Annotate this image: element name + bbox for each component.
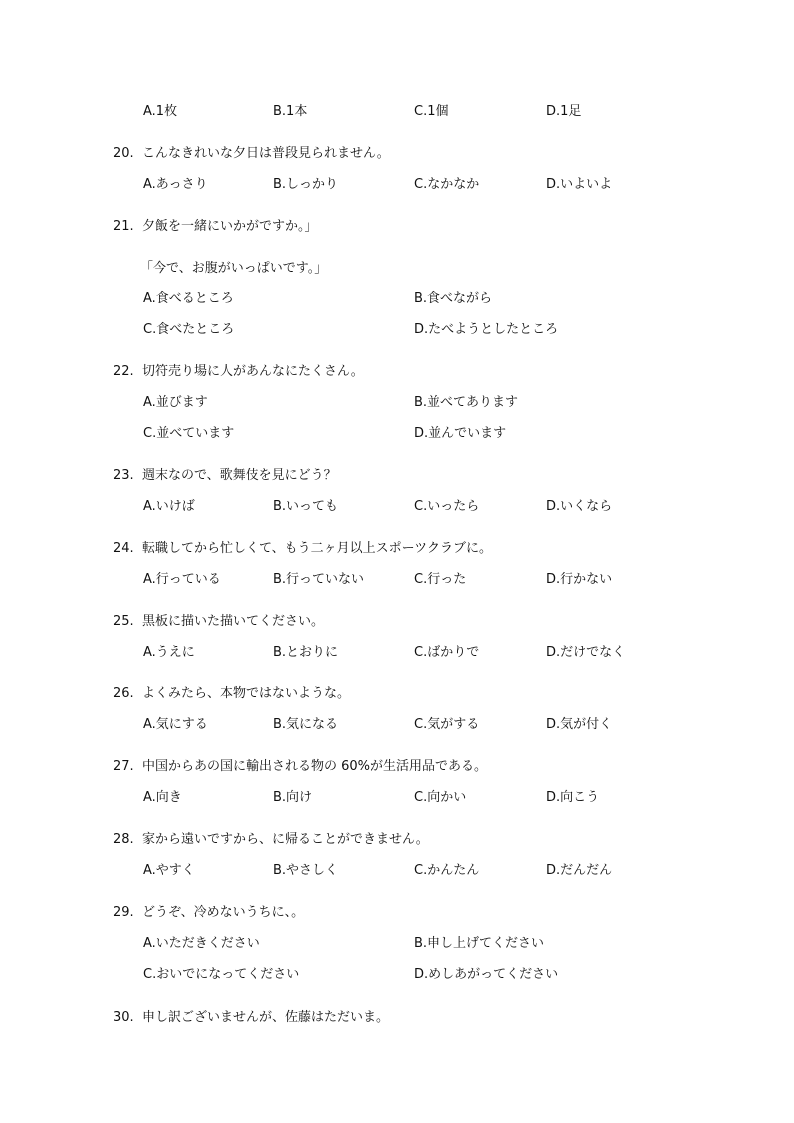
q28-stem: 28. 家から遠いですから、に帰ることができません。 — [113, 832, 429, 847]
q29-option-a: A.いただきください — [143, 936, 260, 951]
q19-option-b: B.1本 — [273, 104, 308, 119]
q27-stem: 27. 中国からあの国に輸出される物の 60%が生活用品である。 — [113, 759, 487, 774]
q27-option-d: D.向こう — [546, 790, 600, 805]
q23-option-d: D.いくなら — [546, 499, 613, 514]
q20-option-c: C.なかなか — [414, 177, 480, 192]
q20-option-b: B.しっかり — [273, 177, 339, 192]
q28-option-c: C.かんたん — [414, 863, 480, 878]
q27-option-b: B.向け — [273, 790, 313, 805]
q23-option-c: C.いったら — [414, 499, 480, 514]
q26-option-d: D.気が付く — [546, 717, 613, 732]
q28-option-b: B.やさしく — [273, 863, 339, 878]
q25-stem: 25. 黒板に描いた描いてください。 — [113, 614, 324, 629]
q29-option-c: C.おいでになってください — [143, 967, 300, 982]
q23-option-a: A.いけば — [143, 499, 195, 514]
q30-stem: 30. 申し訳ございませんが、佐藤はただいま。 — [113, 1010, 389, 1025]
q25-option-c: C.ばかりで — [414, 645, 480, 660]
q26-option-c: C.気がする — [414, 717, 480, 732]
q24-option-d: D.行かない — [546, 572, 613, 587]
q24-stem: 24. 転職してから忙しくて、もう二ヶ月以上スポーツクラブに。 — [113, 541, 493, 556]
q26-option-a: A.気にする — [143, 717, 208, 732]
q29-option-d: D.めしあがってください — [414, 967, 559, 982]
q21-option-d: D.たべようとしたところ — [414, 322, 559, 337]
q24-option-b: B.行っていない — [273, 572, 365, 587]
q28-option-a: A.やすく — [143, 863, 195, 878]
q19-option-a: A.1枚 — [143, 104, 178, 119]
q25-option-a: A.うえに — [143, 645, 195, 660]
q26-stem: 26. よくみたら、本物ではないような。 — [113, 686, 350, 701]
q26-option-b: B.気になる — [273, 717, 339, 732]
q21-option-b: B.食べながら — [414, 291, 493, 306]
q21-response: 「今で、お腹がいっぱいです。」 — [140, 261, 328, 276]
q22-stem: 22. 切符売り場に人があんなにたくさん。 — [113, 364, 364, 379]
q23-option-b: B.いっても — [273, 499, 339, 514]
q24-option-a: A.行っている — [143, 572, 221, 587]
q23-stem: 23. 週末なので、歌舞伎を見にどう？ — [113, 468, 337, 483]
q22-option-a: A.並びます — [143, 395, 208, 410]
q25-option-d: D.だけでなく — [546, 645, 626, 660]
q22-option-d: D.並んでいます — [414, 426, 507, 441]
q22-option-b: B.並べてあります — [414, 395, 519, 410]
q21-option-c: C.食べたところ — [143, 322, 235, 337]
q27-option-c: C.向かい — [414, 790, 467, 805]
q19-option-d: D.1足 — [546, 104, 582, 119]
q22-option-c: C.並べています — [143, 426, 235, 441]
q24-option-c: C.行った — [414, 572, 467, 587]
q19-option-c: C.1個 — [414, 104, 449, 119]
q28-option-d: D.だんだん — [546, 863, 613, 878]
q21-option-a: A.食べるところ — [143, 291, 234, 306]
q21-stem: 21. 夕飯を一緒にいかがですか。」 — [113, 219, 318, 234]
q20-stem: 20. こんなきれいな夕日は普段見られません。 — [113, 146, 390, 161]
q29-option-b: B.申し上げてください — [414, 936, 545, 951]
q20-option-d: D.いよいよ — [546, 177, 613, 192]
q29-stem: 29. どうぞ、冷めないうちに、。 — [113, 905, 305, 920]
q27-option-a: A.向き — [143, 790, 182, 805]
q20-option-a: A.あっさり — [143, 177, 208, 192]
q25-option-b: B.とおりに — [273, 645, 339, 660]
